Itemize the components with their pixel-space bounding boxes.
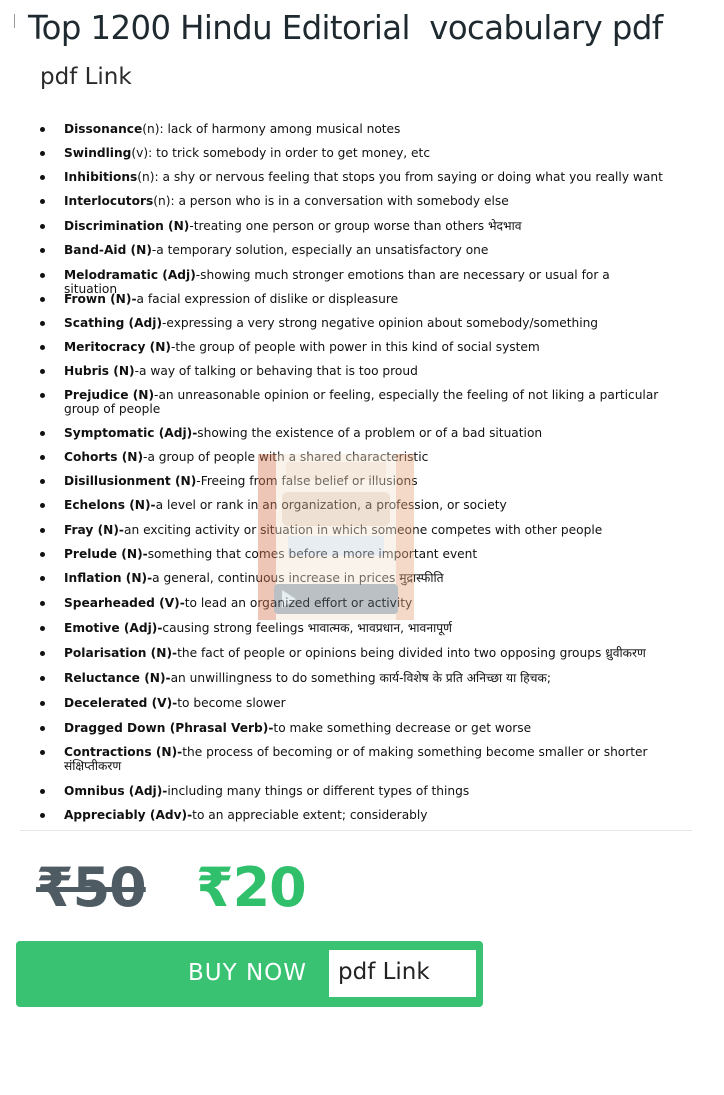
list-item	[64, 474, 664, 488]
vocab-definition: -a group of people with a shared characteristic	[143, 450, 429, 464]
vocab-term: Dragged Down (Phrasal Verb)-	[64, 721, 274, 735]
vocab-term: Frown (N)-	[64, 292, 137, 306]
list-item	[64, 364, 664, 378]
section-divider	[20, 830, 692, 831]
list-item	[64, 571, 664, 585]
list-item	[64, 696, 664, 710]
vocab-term: Scathing (Adj)	[64, 316, 163, 330]
list-item	[64, 547, 664, 561]
vocab-term: Disillusionment (N)	[64, 474, 197, 488]
vocab-term: Spearheaded (V)-	[64, 596, 185, 610]
list-item	[64, 388, 664, 416]
list-item	[64, 671, 664, 685]
vocab-definition: causing strong feelings भावात्मक, भावप्रधान, भावनापूर्ण	[162, 621, 452, 635]
vocab-definition: (n): a person who is in a conversation with somebody else	[153, 194, 509, 208]
vocab-definition: -treating one person or group worse than others भेदभाव	[189, 219, 522, 233]
list-item	[64, 745, 664, 773]
vocab-definition: an unwillingness to do something कार्य-विशेष के प्रति अनिच्छा या हिचक;	[170, 671, 551, 685]
vocab-term: Meritocracy (N)	[64, 340, 171, 354]
vocab-term: Prejudice (N)	[64, 388, 155, 402]
vocab-definition: something that comes before a more important event	[147, 547, 478, 561]
new-price: ₹20	[196, 856, 306, 919]
vocab-definition: the fact of people or opinions being divided into two opposing groups ध्रुवीकरण	[177, 646, 646, 660]
vocab-term: Discrimination (N)	[64, 219, 190, 233]
vocab-term: Appreciably (Adv)-	[64, 808, 193, 822]
vocab-definition: -the group of people with power in this kind of social system	[171, 340, 540, 354]
vocab-definition: -Freeing from false belief or illusions	[196, 474, 418, 488]
vocab-term: Fray (N)-	[64, 523, 124, 537]
vocab-definition: to make something decrease or get worse	[273, 721, 532, 735]
vocab-term: Contractions (N)-	[64, 745, 183, 759]
vocab-term: Melodramatic (Adj)	[64, 268, 196, 282]
list-item	[64, 721, 664, 735]
vocab-term: Inhibitions	[64, 170, 138, 184]
vocab-definition: the process of becoming or of making something become smaller or shorter संक्षिप्तीकरण	[64, 745, 648, 773]
pdf-link-button[interactable]	[329, 950, 476, 997]
page-title: Top 1200 Hindu Editorial vocabulary pdf	[28, 8, 663, 47]
vocab-term: Polarisation (N)-	[64, 646, 178, 660]
list-item	[64, 122, 664, 136]
list-item	[64, 523, 664, 537]
pdf-link-label: pdf Link	[338, 959, 430, 985]
vocab-term: Inflation (N)-	[64, 571, 153, 585]
vocab-term: Emotive (Adj)-	[64, 621, 163, 635]
list-item	[64, 170, 664, 184]
list-item	[64, 784, 664, 798]
vocab-definition: including many things or different types of things	[167, 784, 470, 798]
vocab-definition: -an unreasonable opinion or feeling, especially the feeling of not liking a particular group of people	[64, 388, 659, 416]
vocab-definition: to become slower	[177, 696, 286, 710]
vocab-definition: -a temporary solution, especially an unsatisfactory one	[151, 243, 489, 257]
vocab-definition: a level or rank in an organization, a profession, or society	[155, 498, 507, 512]
vocab-definition: showing the existence of a problem or of a bad situation	[197, 426, 543, 440]
vocab-definition: an exciting activity or situation in which someone competes with other people	[124, 523, 603, 537]
vocab-definition: to lead an organized effort or activity	[184, 596, 413, 610]
buy-now-button[interactable]	[16, 941, 483, 1007]
vocab-definition: a facial expression of dislike or displeasure	[136, 292, 399, 306]
vocab-term: Reluctance (N)-	[64, 671, 171, 685]
list-item	[64, 646, 664, 660]
vocab-term: Decelerated (V)-	[64, 696, 178, 710]
list-item	[64, 219, 664, 233]
list-item	[64, 340, 664, 354]
vocab-definition: a general, continuous increase in prices मुद्रास्फीति	[152, 571, 444, 585]
vocab-term: Echelons (N)-	[64, 498, 156, 512]
vocab-definition: -expressing a very strong negative opinion about somebody/something	[162, 316, 599, 330]
list-item	[64, 426, 664, 440]
list-item	[64, 498, 664, 512]
list-item	[64, 146, 664, 160]
vocab-definition: to an appreciable extent; considerably	[192, 808, 428, 822]
list-item	[64, 450, 664, 464]
vocab-term: Band-Aid (N)	[64, 243, 152, 257]
list-item	[64, 808, 664, 822]
list-item	[64, 194, 664, 208]
vocab-definition: -a way of talking or behaving that is too proud	[134, 364, 418, 378]
vocab-term: Omnibus (Adj)-	[64, 784, 168, 798]
vocab-term: Dissonance	[64, 122, 143, 136]
old-price: ₹50	[36, 856, 146, 919]
list-item	[64, 292, 664, 306]
vocab-term: Swindling	[64, 146, 132, 160]
vocab-definition: (n): lack of harmony among musical notes	[142, 122, 401, 136]
list-item	[64, 621, 664, 635]
vocab-definition: (v): to trick somebody in order to get money, etc	[131, 146, 431, 160]
buy-now-label: BUY NOW	[188, 960, 308, 986]
list-item	[64, 596, 664, 610]
vocab-term: Cohorts (N)	[64, 450, 144, 464]
vocab-term: Hubris (N)	[64, 364, 135, 378]
pdf-link-heading[interactable]: pdf Link	[40, 64, 132, 90]
vocab-term: Prelude (N)-	[64, 547, 148, 561]
vocab-definition: (n): a shy or nervous feeling that stops you from saying or doing what you really want	[137, 170, 663, 184]
list-item	[64, 316, 664, 330]
vocab-definition: -showing much stronger emotions than are necessary or usual for a situation	[64, 268, 610, 296]
vocab-term: Symptomatic (Adj)-	[64, 426, 198, 440]
vocab-term: Interlocutors	[64, 194, 154, 208]
list-item	[64, 243, 664, 257]
